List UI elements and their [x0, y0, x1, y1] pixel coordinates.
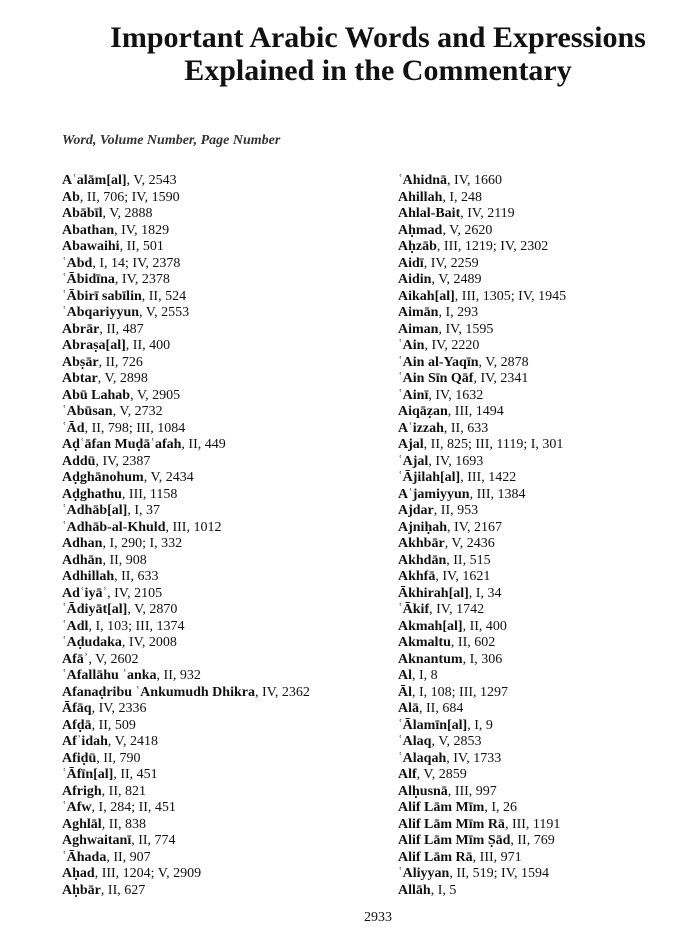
- entry-word: ʿĀjilah[al]: [398, 470, 461, 485]
- index-entry: [398, 569, 566, 586]
- entry-references: , IV, 1621: [435, 569, 491, 584]
- column-legend: Word, Volume Number, Page Number: [62, 133, 281, 148]
- entry-references: , II, 821: [101, 783, 146, 799]
- entry-references: , V, 2620: [442, 222, 493, 238]
- index-entry: [62, 784, 310, 801]
- index-entry: [62, 800, 310, 817]
- index-entry: [62, 223, 310, 240]
- entry-references: , IV, 2387: [95, 453, 151, 469]
- entry-word: Alif Lām Mīm Ṣād: [398, 833, 511, 848]
- index-entry: [398, 718, 566, 735]
- index-entry: [398, 883, 566, 900]
- entry-references: , IV, 1660: [447, 173, 502, 188]
- entry-word: Aʿjamiyyun: [398, 486, 470, 502]
- entry-references: , V, 2553: [139, 305, 190, 320]
- entry-word: Aiman: [398, 321, 439, 337]
- entry-word: ʿĀkif: [398, 602, 430, 617]
- entry-word: ʿĀdiyāt[al]: [62, 602, 128, 617]
- entry-word: Alif Lām Rā: [398, 849, 473, 865]
- entry-references: , IV, 1693: [428, 453, 484, 469]
- index-entry: [398, 668, 566, 685]
- index-entry: [62, 751, 310, 768]
- entry-word: Addū: [62, 453, 96, 469]
- entry-references: , I, 5: [430, 882, 457, 898]
- entry-references: , I, 103; III, 1374: [88, 618, 185, 634]
- index-entry: [398, 206, 566, 223]
- index-entry: [62, 866, 310, 883]
- entry-references: , IV, 2119: [460, 206, 515, 221]
- entry-references: , IV, 2378: [114, 272, 170, 287]
- index-entry: [398, 371, 566, 388]
- entry-word: Ākhirah[al]: [398, 585, 469, 601]
- index-entry: [62, 701, 310, 718]
- index-entry: [398, 866, 566, 883]
- index-entry: [398, 784, 566, 801]
- entry-references: , III, 1012: [165, 519, 222, 535]
- entry-word: Aidin: [398, 272, 432, 287]
- entry-references: , IV, 1829: [114, 222, 170, 238]
- entry-word: ʿAfw: [62, 800, 92, 815]
- entry-references: , IV, 2220: [424, 338, 480, 353]
- entry-references: , II, 908: [102, 552, 147, 568]
- entry-word: Aikah[al]: [398, 288, 455, 304]
- entry-references: , II, 825; III, 1119; I, 301: [423, 437, 564, 452]
- entry-word: ʿAfallāhu ʿanka: [62, 668, 157, 683]
- entry-word: ʿAin Sīn Qāf: [398, 371, 474, 386]
- entry-references: , II, 519; IV, 1594: [449, 866, 550, 881]
- entry-references: , II, 501: [119, 239, 164, 254]
- entry-references: , II, 706; IV, 1590: [79, 189, 180, 205]
- entry-references: , II, 774: [131, 833, 176, 848]
- index-entry: [62, 833, 310, 850]
- index-entry: [398, 289, 566, 306]
- entry-references: , V, 2853: [431, 734, 482, 749]
- index-entry: [62, 206, 310, 223]
- entry-references: , III, 997: [447, 783, 497, 799]
- entry-word: Āfāq: [62, 701, 92, 716]
- index-entry: [398, 817, 566, 834]
- entry-word: Aghlāl: [62, 816, 102, 832]
- index-entry: [62, 536, 310, 553]
- entry-word: ʿAdl: [62, 618, 89, 634]
- entry-references: , I, 248: [442, 189, 483, 205]
- entry-references: , III, 1494: [447, 404, 504, 419]
- entry-word: Alf: [398, 767, 417, 782]
- index-column-right: [398, 173, 566, 899]
- index-entry: [398, 602, 566, 619]
- entry-word: ʿAbqariyyun: [62, 305, 140, 320]
- entry-references: , II, 769: [510, 833, 555, 848]
- index-entry: [398, 536, 566, 553]
- entry-word: Abtar: [62, 371, 98, 386]
- index-entry: [398, 454, 566, 471]
- entry-word: Alḥusnā: [398, 783, 448, 799]
- entry-word: Al: [398, 668, 412, 683]
- entry-references: , II, 602: [450, 635, 496, 650]
- entry-references: , V, 2732: [112, 404, 163, 419]
- entry-references: , V, 2418: [107, 734, 158, 749]
- index-entry: [62, 685, 310, 702]
- entry-word: Ahlal-Bait: [398, 206, 461, 221]
- entry-references: , II, 633: [114, 569, 159, 584]
- index-entry: [398, 173, 566, 190]
- entry-word: Abawaihi: [62, 239, 120, 254]
- entry-references: , IV, 1595: [438, 321, 494, 337]
- index-entry: [62, 421, 310, 438]
- entry-references: , II, 627: [100, 882, 146, 898]
- entry-references: , V, 2489: [431, 272, 482, 287]
- entry-word: Akhfā: [398, 569, 436, 584]
- entry-references: , I, 8: [412, 668, 438, 683]
- index-entry: [62, 487, 310, 504]
- index-entry: [62, 569, 310, 586]
- entry-word: Aʿalām[al]: [62, 173, 127, 188]
- index-entry: [62, 338, 310, 355]
- entry-references: , V, 2602: [88, 651, 139, 667]
- entry-word: Abū Lahab: [62, 387, 131, 403]
- index-entry: [398, 338, 566, 355]
- entry-references: , II, 400: [462, 618, 507, 634]
- entry-references: , I, 9: [467, 717, 493, 733]
- index-entry: [62, 272, 310, 289]
- entry-word: Adhan: [62, 536, 103, 551]
- entry-word: ʿAlaq: [398, 734, 432, 749]
- entry-word: Aḍghathu: [62, 486, 122, 502]
- entry-word: Abābīl: [62, 206, 103, 221]
- index-entry: [62, 635, 310, 652]
- entry-references: , V, 2898: [97, 371, 148, 386]
- entry-references: , II, 953: [433, 503, 479, 518]
- index-entry: [62, 734, 310, 751]
- index-entry: [398, 652, 566, 669]
- entry-references: , V, 2543: [126, 173, 177, 188]
- index-entry: [398, 239, 566, 256]
- index-entry: [62, 437, 310, 454]
- entry-references: , V, 2888: [102, 206, 153, 221]
- entry-word: Ab: [62, 189, 80, 205]
- index-entry: [62, 305, 310, 322]
- entry-references: , IV, 2167: [447, 519, 502, 535]
- entry-references: , I, 293: [438, 305, 479, 320]
- index-entry: [62, 520, 310, 537]
- entry-references: , II, 633: [443, 420, 489, 436]
- entry-word: Āl: [398, 684, 412, 700]
- entry-word: Alif Lām Mīm: [398, 800, 485, 815]
- entry-word: Afʾidah: [62, 734, 108, 749]
- index-entry: [398, 355, 566, 372]
- entry-references: , III, 1305; IV, 1945: [454, 288, 567, 304]
- entry-references: , II, 907: [106, 849, 151, 865]
- entry-word: Adʿiyāʾ: [62, 585, 108, 601]
- entry-references: , IV, 1733: [446, 750, 502, 766]
- entry-word: Afiḍū: [62, 750, 97, 766]
- entry-word: Aimān: [398, 305, 439, 320]
- index-entry: [398, 223, 566, 240]
- entry-word: ʿĀbidīna: [62, 272, 115, 287]
- entry-references: , I, 290; I, 332: [102, 536, 183, 551]
- entry-word: ʿAbūsan: [62, 404, 113, 419]
- entry-word: Abrār: [62, 321, 100, 337]
- index-entry: [398, 256, 566, 273]
- entry-word: Akhdān: [398, 552, 447, 568]
- index-entry: [62, 256, 310, 273]
- entry-word: Aḍghānohum: [62, 470, 144, 485]
- index-entry: [398, 470, 566, 487]
- entry-references: , IV, 2362: [254, 684, 310, 700]
- index-entry: [398, 586, 566, 603]
- index-entry: [398, 685, 566, 702]
- index-entry: [62, 817, 310, 834]
- index-entry: [62, 355, 310, 372]
- index-entry: [62, 767, 310, 784]
- entry-references: , I, 14; IV, 2378: [92, 255, 181, 271]
- index-entry: [62, 404, 310, 421]
- entry-word: Ajdar: [398, 503, 434, 518]
- entry-word: ʿAdhāb-al-Khuld: [62, 519, 166, 535]
- entry-word: Ajniḥah: [398, 519, 448, 535]
- entry-references: , II, 524: [141, 288, 187, 304]
- index-entry: [62, 553, 310, 570]
- entry-word: Adhān: [62, 552, 103, 568]
- entry-references: , I, 26: [484, 800, 517, 815]
- entry-word: Ahillah: [398, 189, 443, 205]
- entry-word: ʿAin: [398, 338, 425, 353]
- index-entry: [62, 668, 310, 685]
- index-entry: [398, 833, 566, 850]
- index-entry: [398, 421, 566, 438]
- entry-word: ʿAhidnā: [398, 173, 448, 188]
- entry-references: , V, 2434: [143, 470, 194, 485]
- index-entry: [62, 190, 310, 207]
- entry-references: , IV, 2341: [473, 371, 529, 386]
- index-entry: [398, 520, 566, 537]
- entry-word: Aḥbār: [62, 882, 101, 898]
- entry-references: , III, 1384: [469, 486, 526, 502]
- index-entry: [398, 800, 566, 817]
- entry-word: Aḥad: [62, 866, 95, 881]
- entry-references: , II, 726: [98, 354, 143, 370]
- index-entry: [62, 322, 310, 339]
- entry-references: , V, 2859: [416, 767, 467, 782]
- entry-word: Akhbār: [398, 536, 445, 551]
- index-entry: [62, 602, 310, 619]
- index-entry: [398, 487, 566, 504]
- entry-word: ʿAin al-Yaqīn: [398, 354, 479, 370]
- entry-references: , II, 449: [181, 437, 226, 452]
- index-entry: [62, 652, 310, 669]
- entry-word: Afrigh: [62, 783, 102, 799]
- entry-word: Ajal: [398, 437, 424, 452]
- entry-word: Aknantum: [398, 651, 463, 667]
- entry-word: Afanaḍribu ʿAnkumudh Dhikra: [62, 684, 255, 700]
- entry-references: , II, 684: [419, 701, 464, 716]
- index-entry: [398, 553, 566, 570]
- entry-word: ʿĀfīn[al]: [62, 767, 114, 782]
- index-column-left: [62, 173, 310, 899]
- page-title-line-2: Explained in the Commentary: [184, 54, 572, 87]
- entry-references: , II, 487: [99, 321, 144, 337]
- index-entry: [398, 404, 566, 421]
- entry-word: Aiqāẓan: [398, 404, 448, 419]
- entry-references: , I, 284; II, 451: [91, 800, 176, 815]
- entry-references: , V, 2870: [127, 602, 178, 617]
- entry-word: ʿAḍudaka: [62, 635, 122, 650]
- entry-references: , III, 1219; IV, 2302: [436, 239, 549, 254]
- entry-references: , III, 1422: [460, 470, 517, 485]
- entry-references: , IV, 2008: [121, 635, 177, 650]
- entry-word: Aghwaitanī: [62, 833, 132, 848]
- index-entry: [62, 239, 310, 256]
- entry-word: Abraṣa[al]: [62, 338, 126, 353]
- entry-word: Akmah[al]: [398, 618, 463, 634]
- index-entry: [62, 173, 310, 190]
- index-entry: [398, 767, 566, 784]
- entry-references: , I, 108; III, 1297: [412, 684, 509, 700]
- index-entry: [62, 470, 310, 487]
- entry-word: Alā: [398, 701, 419, 716]
- index-entry: [398, 635, 566, 652]
- entry-references: , IV, 2336: [91, 701, 147, 716]
- page-number: 2933: [364, 910, 392, 925]
- entry-references: , IV, 2259: [423, 255, 479, 271]
- entry-word: ʿĀlamīn[al]: [398, 717, 468, 733]
- index-entry: [398, 701, 566, 718]
- entry-word: ʿAjal: [398, 453, 429, 469]
- index-entry: [398, 388, 566, 405]
- entry-references: , II, 509: [91, 717, 136, 733]
- entry-references: , III, 971: [472, 849, 522, 865]
- index-entry: [62, 883, 310, 900]
- index-entry: [62, 718, 310, 735]
- entry-word: Afḍā: [62, 717, 92, 733]
- index-entry: [398, 751, 566, 768]
- index-entry: [398, 503, 566, 520]
- index-entry: [398, 437, 566, 454]
- entry-references: , V, 2436: [444, 536, 495, 551]
- entry-references: , V, 2905: [130, 387, 181, 403]
- entry-references: , I, 37: [127, 503, 161, 518]
- entry-references: , II, 798; III, 1084: [84, 420, 186, 436]
- entry-word: Adhillah: [62, 569, 115, 584]
- index-entry: [62, 850, 310, 867]
- index-entry: [62, 503, 310, 520]
- index-entry: [62, 619, 310, 636]
- entry-word: Afāʾ: [62, 651, 89, 667]
- index-entry: [398, 305, 566, 322]
- entry-word: ʿĀd: [62, 420, 85, 436]
- index-entry: [398, 272, 566, 289]
- entry-word: ʿĀhada: [62, 849, 107, 865]
- entry-references: , II, 400: [125, 338, 171, 353]
- index-entry: [62, 454, 310, 471]
- entry-references: , IV, 1632: [428, 387, 484, 403]
- page-title-line-1: Important Arabic Words and Expressions: [110, 21, 646, 54]
- entry-references: , II, 932: [156, 668, 201, 683]
- entry-references: , III, 1204; V, 2909: [94, 866, 202, 881]
- entry-references: , III, 1158: [121, 486, 178, 502]
- entry-word: ʿAliyyan: [398, 866, 450, 881]
- entry-references: , IV, 2105: [107, 585, 163, 601]
- entry-word: Abṣār: [62, 354, 99, 370]
- entry-word: ʿAdhāb[al]: [62, 503, 128, 518]
- entry-references: , V, 2878: [478, 354, 529, 370]
- index-entry: [62, 371, 310, 388]
- index-entry: [398, 190, 566, 207]
- entry-word: Aḥzāb: [398, 239, 437, 254]
- index-entry: [62, 289, 310, 306]
- entry-references: , III, 1191: [504, 816, 561, 832]
- entry-references: , I, 34: [468, 585, 502, 601]
- entry-references: , IV, 1742: [429, 602, 485, 617]
- entry-word: Aʿizzah: [398, 420, 444, 436]
- index-entry: [398, 850, 566, 867]
- index-entry: [398, 322, 566, 339]
- entry-word: Aḍʿāfan Muḍāʿafah: [62, 437, 182, 452]
- entry-word: Abathan: [62, 222, 115, 238]
- entry-references: , I, 306: [462, 651, 503, 667]
- entry-word: ʿĀbirī sabīlin: [62, 288, 142, 304]
- index-entry: [398, 619, 566, 636]
- entry-references: , II, 451: [113, 767, 158, 782]
- entry-references: , II, 790: [96, 750, 141, 766]
- index-entry: [398, 734, 566, 751]
- entry-word: Aḥmad: [398, 222, 443, 238]
- entry-word: Allāh: [398, 882, 431, 898]
- entry-word: Aidī: [398, 255, 424, 271]
- entry-word: Akmaltu: [398, 635, 451, 650]
- entry-word: Alif Lām Mīm Rā: [398, 816, 505, 832]
- entry-word: ʿAlaqah: [398, 750, 447, 766]
- index-entry: [62, 388, 310, 405]
- entry-word: ʿAbd: [62, 255, 93, 271]
- entry-references: , II, 838: [101, 816, 147, 832]
- index-entry: [62, 586, 310, 603]
- entry-references: , II, 515: [446, 552, 491, 568]
- entry-word: ʿAinī: [398, 387, 429, 403]
